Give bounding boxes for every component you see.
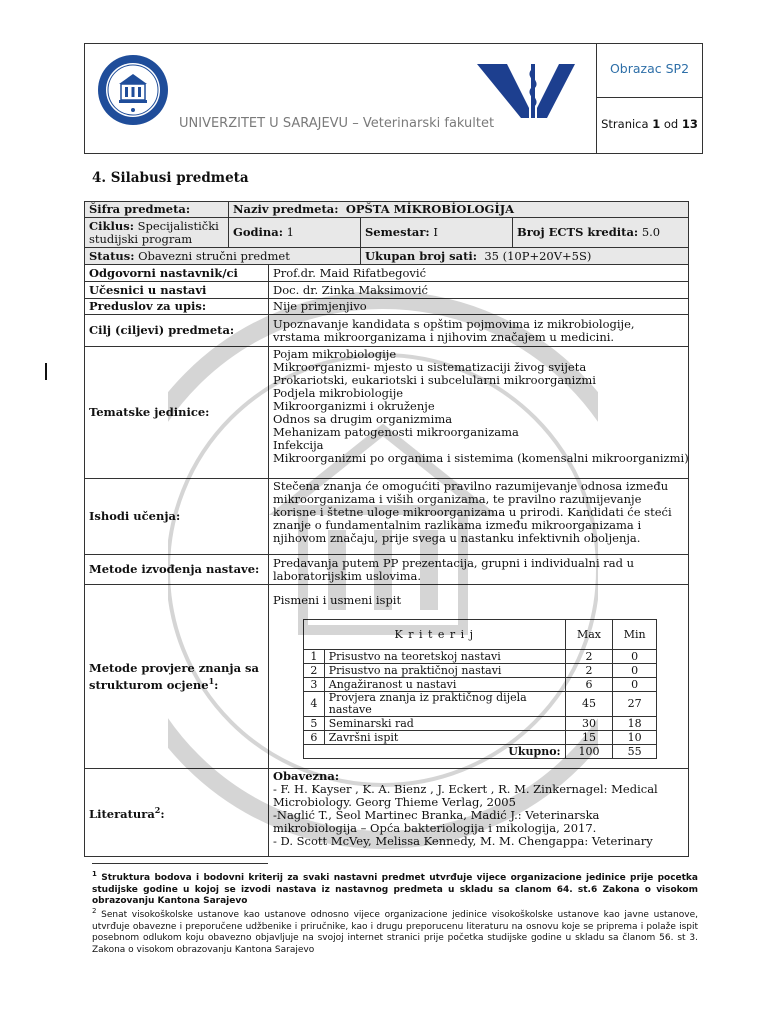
form-code: Obrazac SP2 [609, 61, 690, 76]
section-title: 4. Silabusi predmeta [92, 170, 249, 186]
topic-item: Mikroorganizmi- mjesto u sistematizaciji živog svijeta [273, 360, 587, 374]
literature-heading: Obavezna: [273, 769, 340, 783]
text-cursor [45, 363, 47, 380]
footnote-2: $^2$ Senat visokoškolske ustanove kao ustanove odnosno vijece organizacione jedinice visokoškolske ustanove kao javne ustanove, utvrđuje obavezne i preporučene udžbenike i priručnike, kao i drugu preporucenu literaturu na osnovu koje se priprema i polaže ispit posebnom odlukom koju obavezno objavljuje na svojoj internet stranici prije početka studijske godine u skladu sa članom 56. st 3. Zakona o visokom obrazovanju Kantona Sarajevo [92, 907, 698, 955]
criteria-max: 2 [565, 664, 613, 678]
criteria-name: Seminarski rad [324, 717, 565, 731]
criteria-num: 5 [304, 717, 325, 731]
responsible-value: Prof.dr. Maid Rifatbegović [269, 265, 689, 282]
criteria-min: 0 [613, 650, 657, 664]
header-divider [596, 97, 703, 98]
assessment-intro: Pismeni i usmeni ispit [273, 593, 402, 607]
literature-item: - F. H. Kayser , K. A. Bienz , J. Eckert , R. M. Zinkernagel: Medical Microbiology. Georg Thieme Verlag, 2005 [273, 782, 658, 809]
literature-item: -Naglić T., Šeol Martinec Branka, Madić J.: Veterinarska mikrobiologija – Opća bakteriologija i mikologija, 2017. [273, 808, 600, 835]
cycle-cell: Ciklus: Specijalistički studijski program [85, 218, 229, 248]
prerequisite-label: Preduslov za upis: [85, 299, 269, 315]
university-seal-icon [97, 54, 169, 126]
topics-list [269, 347, 689, 479]
assessment-label: Metode provjere znanja sa strukturom ocjene$^1$: [85, 585, 269, 769]
methods-value: Predavanja putem PP prezentacija, grupni i individualni rad u laboratorijskim uslovima. [269, 555, 689, 585]
criteria-table [303, 619, 657, 759]
criteria-min-header: Min [613, 620, 657, 650]
footnote-1: $^1$ Struktura bodova i bodovni kriterij za svaki nastavni predmet utvrđuje vijece organizacione jedinice prije pocetka studijske godine u kojoj se izvodi nastava iz nastavnog predmeta u skladu sa clanom 64. st.6 Zakona o visokom obrazovanju Kantona Sarajevo [92, 870, 698, 906]
criteria-num: 3 [304, 678, 325, 692]
criteria-name: Prisustvo na praktičnoj nastavi [324, 664, 565, 678]
criteria-min: 27 [613, 692, 657, 717]
topic-item: Infekcija [273, 438, 324, 452]
criteria-max: 30 [565, 717, 613, 731]
goal-label: Cilj (ciljevi) predmeta: [85, 315, 269, 347]
criteria-min: 10 [613, 731, 657, 745]
criteria-max: 6 [565, 678, 613, 692]
criteria-max: 45 [565, 692, 613, 717]
topic-item: Odnos sa drugim organizmima [273, 412, 453, 426]
criteria-max: 15 [565, 731, 613, 745]
participants-value: Doc. dr. Zinka Maksimović [269, 282, 689, 299]
literature-cell [269, 769, 689, 857]
ects-cell: Broj ECTS kredita: 5.0 [513, 218, 689, 248]
topic-item: Mehanizam patogenosti mikroorganizama [273, 425, 519, 439]
status-cell: Status: Obavezni stručni predmet [85, 248, 361, 265]
criteria-name: Angažiranost u nastavi [324, 678, 565, 692]
course-name-cell: Naziv predmeta: OPŠTA MİKROBİOLOGİJA [229, 202, 689, 218]
criteria-total-max: 100 [565, 745, 613, 759]
methods-label: Metode izvođenja nastave: [85, 555, 269, 585]
criteria-total-min: 55 [613, 745, 657, 759]
responsible-label: Odgovorni nastavnik/ci [85, 265, 269, 282]
criteria-header: K r i t e r i j [304, 620, 566, 650]
prerequisite-value: Nije primjenjivo [269, 299, 689, 315]
year-cell: Godina: 1 [229, 218, 361, 248]
criteria-num: 2 [304, 664, 325, 678]
literature-item: - D. Scott McVey, Melissa Kennedy, M. M. Chengappa: Veterinary [273, 834, 653, 848]
outcomes-label: Ishodi učenja: [85, 479, 269, 555]
criteria-name: Prisustvo na teoretskoj nastavi [324, 650, 565, 664]
hours-cell: Ukupan broj sati: 35 (10P+20V+5S) [361, 248, 689, 265]
criteria-max: 2 [565, 650, 613, 664]
page-number: Stranica 1 od 13 [601, 117, 698, 131]
criteria-num: 4 [304, 692, 325, 717]
criteria-num: 1 [304, 650, 325, 664]
syllabus-table [84, 201, 689, 857]
criteria-max-header: Max [565, 620, 613, 650]
criteria-name: Završni ispit [324, 731, 565, 745]
criteria-min: 0 [613, 678, 657, 692]
assessment-cell [269, 585, 689, 769]
topic-item: Prokariotski, eukariotski i subcelularni mikroorganizmi [273, 373, 596, 387]
outcomes-value: Stečena znanja će omogućiti pravilno razumijevanje odnosa između mikroorganizama i viših organizama, te pravilno razumijevanje korisne i štetne uloge mikroorganizama u prirodi. Kandidati će steći znanje o fundamentalnim razlikama između mikroorganizama i njihovom značaju, prije svega u nastanku infektivnih oboljenja. [269, 479, 689, 555]
goal-value: Upoznavanje kandidata s opštim pojmovima iz mikrobiologije, vrstama mikroorganizama i njihovim značajem u medicini. [269, 315, 689, 347]
university-title: UNIVERZITET U SARAJEVU – Veterinarski fakultet [179, 116, 495, 131]
criteria-total-label: Ukupno: [304, 745, 566, 759]
topic-item: Podjela mikrobiologije [273, 386, 404, 400]
document-header [84, 43, 703, 154]
course-code-cell: Šifra predmeta: [85, 202, 229, 218]
literature-label: Literatura$^2$: [85, 769, 269, 857]
criteria-min: 0 [613, 664, 657, 678]
participants-label: Učesnici u nastavi [85, 282, 269, 299]
footnote-divider [92, 863, 268, 864]
topic-item: Mikroorganizmi i okruženje [273, 399, 435, 413]
faculty-logo-icon [477, 64, 575, 118]
criteria-name: Provjera znanja iz praktičnog dijela nastave [324, 692, 565, 717]
topic-item: Mikroorganizmi po organima i sistemima (komensalni mikroorganizmi) [273, 451, 689, 465]
criteria-num: 6 [304, 731, 325, 745]
topic-item: Pojam mikrobiologije [273, 347, 397, 361]
semester-cell: Semestar: I [361, 218, 513, 248]
criteria-min: 18 [613, 717, 657, 731]
topics-label: Tematske jedinice: [85, 347, 269, 479]
